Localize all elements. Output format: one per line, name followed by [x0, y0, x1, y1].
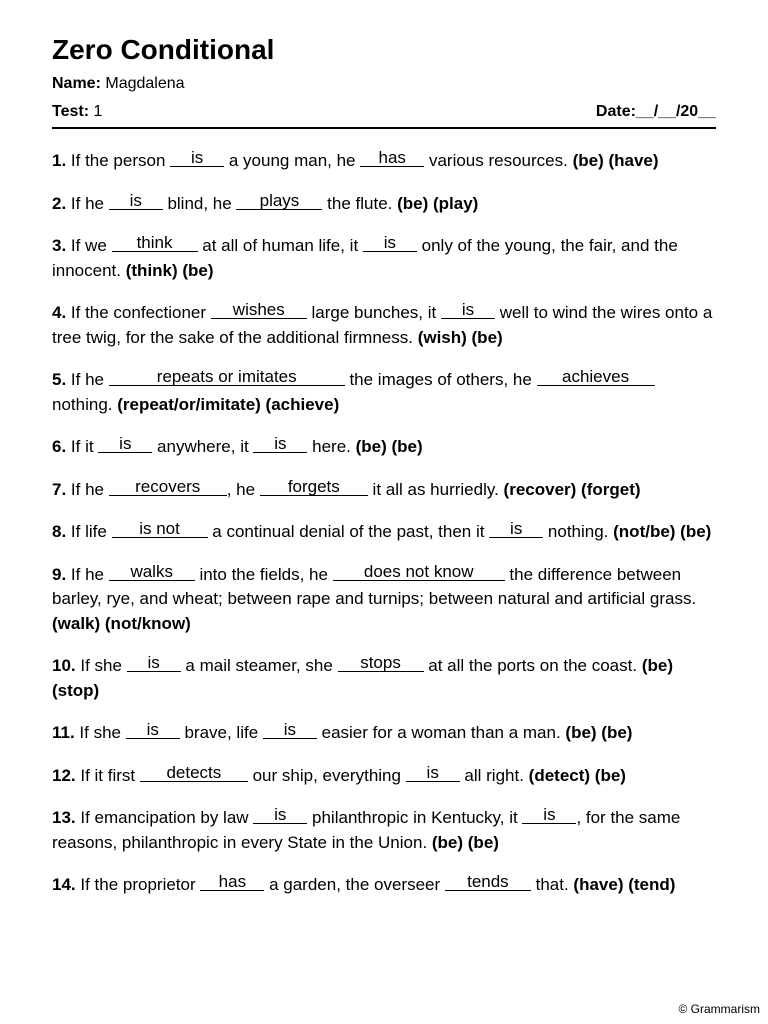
answer-blank[interactable]: wishes: [211, 301, 307, 319]
name-label: Name:: [52, 75, 101, 92]
answer-blank[interactable]: recovers: [109, 478, 227, 496]
sentence-text: If he: [66, 193, 109, 213]
answer-blank[interactable]: is not: [112, 520, 208, 538]
test-label: Test:: [52, 103, 90, 120]
verb-hint: (detect) (be): [528, 765, 626, 785]
answer-blank[interactable]: does not know: [333, 563, 505, 581]
sentence-text: If he: [66, 479, 109, 499]
exercise-item: [52, 873, 716, 898]
worksheet: [52, 30, 716, 916]
answer-blank[interactable]: detects: [140, 764, 248, 782]
sentence-text: If the confectioner: [66, 303, 211, 322]
sentence-text: at all of human life, it: [197, 236, 363, 255]
answer-blank[interactable]: is: [363, 234, 417, 252]
answer-blank[interactable]: walks: [109, 563, 195, 581]
answer-blank[interactable]: stops: [338, 654, 424, 672]
sentence-text: a young man, he: [224, 151, 361, 170]
exercise-item: [52, 654, 716, 703]
verb-hint: (wish) (be): [417, 327, 503, 347]
sentence-text: nothing.: [52, 394, 118, 414]
verb-hint: (be) (be): [565, 723, 633, 742]
verb-hint: (be) (be): [355, 437, 423, 456]
exercise-number: 9.: [52, 564, 67, 584]
sentence-text: various resources.: [424, 151, 573, 170]
exercise-item: [52, 301, 716, 350]
verb-hint: (have) (tend): [573, 875, 676, 894]
name-row: [52, 74, 716, 94]
answer-blank[interactable]: is: [441, 301, 495, 319]
sentence-text: If she: [74, 723, 126, 742]
sentence-text: If he: [66, 370, 109, 389]
sentence-text: easier for a woman than a man.: [316, 723, 566, 742]
sentence-text: If it: [66, 437, 99, 456]
verb-hint: (be) (play): [397, 193, 479, 213]
exercise-item: [52, 764, 716, 789]
exercise-number: 4.: [52, 303, 67, 322]
sentence-text: If life: [66, 522, 112, 541]
answer-blank[interactable]: is: [263, 721, 317, 739]
exercise-item: [52, 234, 716, 283]
test-field: [52, 102, 102, 122]
sentence-text: at all the ports on the coast.: [423, 656, 642, 675]
verb-hint: (be) (be): [431, 832, 499, 852]
test-value: 1: [93, 103, 103, 120]
sentence-text: our ship, everything: [247, 765, 406, 785]
sentence-text: , he: [226, 479, 260, 499]
page-title: Zero Conditional: [52, 34, 275, 65]
sentence-text: a continual denial of the past, then it: [207, 522, 490, 541]
copyright-footer: © Grammarism: [678, 1002, 760, 1016]
sentence-text: a garden, the overseer: [264, 875, 445, 894]
sentence-text: philanthropic in Kentucky, it: [307, 808, 523, 827]
sentence-text: all right.: [459, 765, 529, 785]
exercise-item: [52, 520, 716, 545]
exercise-number: 11.: [52, 723, 75, 742]
answer-blank[interactable]: plays: [236, 192, 322, 210]
verb-hint: (be) (stop): [52, 656, 673, 700]
exercise-list: [52, 149, 716, 898]
sentence-text: If he: [66, 564, 109, 584]
sentence-text: brave, life: [179, 723, 263, 742]
sentence-text: anywhere, it: [152, 437, 254, 456]
sentence-text: the images of others, he: [344, 370, 537, 389]
exercise-item: [52, 192, 716, 217]
answer-blank[interactable]: is: [489, 520, 543, 538]
exercise-number: 10.: [52, 656, 76, 675]
answer-blank[interactable]: is: [127, 654, 181, 672]
sentence-text: , for the same reasons, philanthropic in every State in the Union.: [52, 808, 681, 852]
answer-blank[interactable]: is: [522, 806, 576, 824]
exercise-number: 14.: [52, 875, 76, 894]
exercise-number: 13.: [52, 808, 76, 827]
sentence-text: If she: [75, 656, 127, 675]
answer-blank[interactable]: achieves: [537, 368, 655, 386]
exercise-item: [52, 149, 716, 174]
sentence-text: If it first: [75, 765, 140, 785]
answer-blank[interactable]: repeats or imitates: [109, 368, 345, 386]
exercise-number: 6.: [52, 437, 67, 456]
answer-blank[interactable]: is: [109, 192, 163, 210]
answer-blank[interactable]: tends: [445, 873, 531, 891]
verb-hint: (walk) (not/know): [52, 613, 191, 633]
exercise-number: 1.: [52, 151, 67, 170]
sentence-text: If the person: [66, 151, 171, 170]
answer-blank[interactable]: is: [406, 764, 460, 782]
exercise-number: 2.: [52, 193, 67, 213]
answer-blank[interactable]: is: [126, 721, 180, 739]
sentence-text: blind, he: [162, 193, 237, 213]
sentence-text: large bunches, it: [306, 303, 441, 322]
answer-blank[interactable]: is: [253, 435, 307, 453]
sentence-text: If we: [66, 236, 112, 255]
sentence-text: If the proprietor: [75, 875, 201, 894]
exercise-number: 8.: [52, 522, 67, 541]
sentence-text: here.: [307, 437, 356, 456]
answer-blank[interactable]: is: [253, 806, 307, 824]
exercise-item: [52, 563, 716, 637]
answer-blank[interactable]: has: [200, 873, 264, 891]
verb-hint: (think) (be): [125, 260, 214, 280]
verb-hint: (repeat/or/imitate) (achieve): [117, 394, 340, 414]
verb-hint: (not/be) (be): [613, 522, 712, 541]
exercise-item: [52, 478, 716, 503]
exercise-item: [52, 806, 716, 855]
exercise-number: 12.: [52, 765, 76, 785]
test-row: [52, 102, 716, 129]
sentence-text: nothing.: [543, 522, 614, 541]
sentence-text: into the fields, he: [194, 564, 333, 584]
sentence-text: only of the young, the fair, and the innocent.: [52, 236, 678, 280]
verb-hint: (recover) (forget): [503, 479, 641, 499]
answer-blank[interactable]: is: [98, 435, 152, 453]
exercise-number: 7.: [52, 479, 67, 499]
date-field: Date:__/__/20__: [595, 103, 716, 120]
sentence-text: it all as hurriedly.: [367, 479, 504, 499]
sentence-text: that.: [530, 875, 574, 894]
sentence-text: the difference between barley, rye, and wheat; between rape and turnips; between natural and artificial grass.: [52, 564, 697, 608]
answer-blank[interactable]: has: [360, 149, 424, 167]
verb-hint: (be) (have): [572, 151, 659, 170]
name-value: Magdalena: [105, 75, 185, 92]
sentence-text: well to wind the wires onto a tree twig, for the sake of the additional firmness.: [52, 303, 713, 347]
answer-blank[interactable]: forgets: [260, 478, 368, 496]
exercise-item: [52, 435, 716, 460]
exercise-number: 3.: [52, 236, 67, 255]
exercise-item: [52, 368, 716, 417]
sentence-text: a mail steamer, she: [180, 656, 338, 675]
sentence-text: the flute.: [322, 193, 398, 213]
answer-blank[interactable]: is: [170, 149, 224, 167]
exercise-item: [52, 721, 716, 746]
answer-blank[interactable]: think: [112, 234, 198, 252]
exercise-number: 5.: [52, 370, 67, 389]
sentence-text: If emancipation by law: [75, 808, 254, 827]
